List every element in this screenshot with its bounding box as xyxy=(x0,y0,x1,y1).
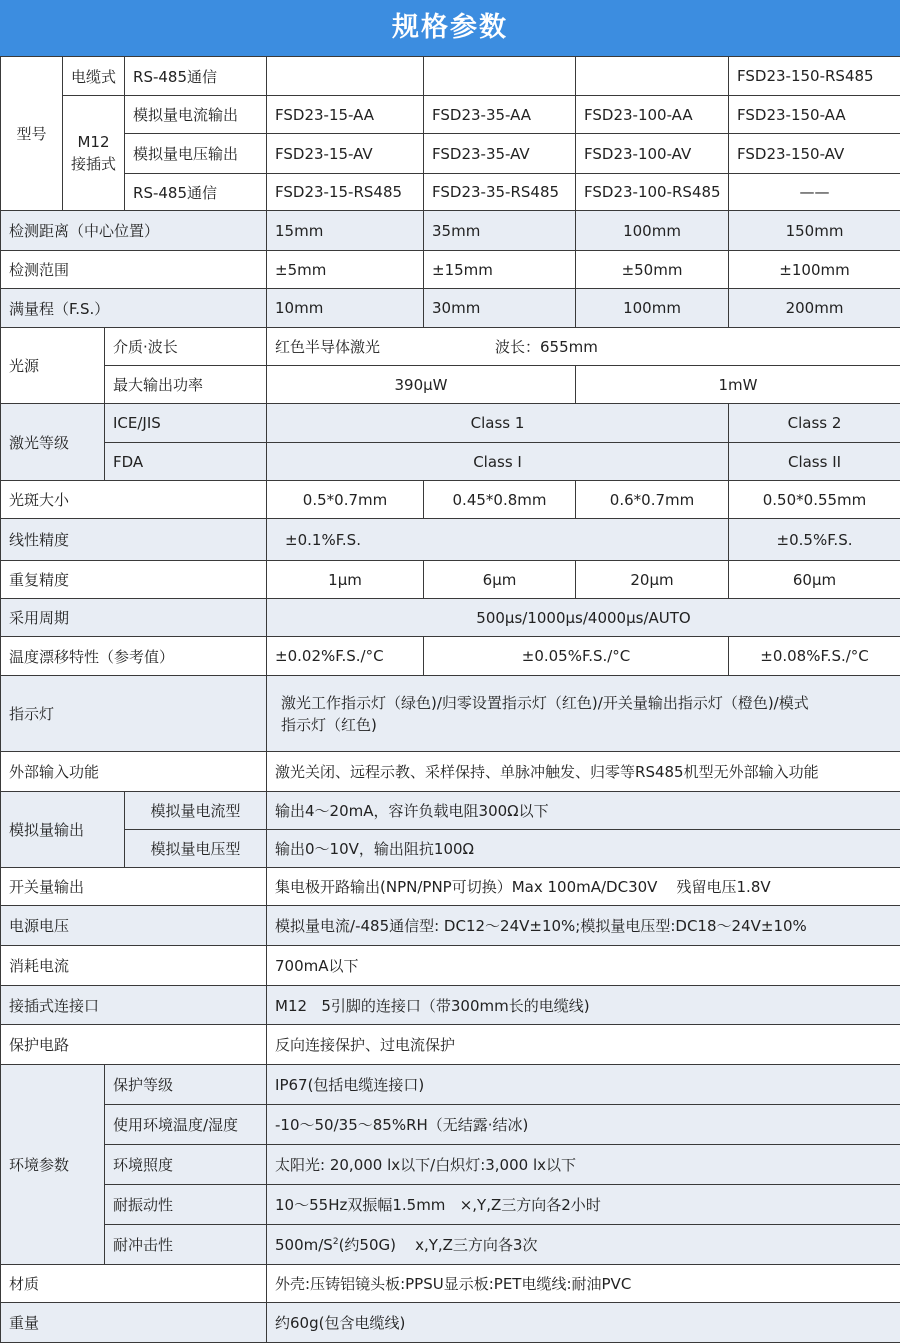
fda-class-value: Class I xyxy=(267,443,729,481)
distance-value: 150mm xyxy=(729,211,900,251)
indicator-label: 指示灯 xyxy=(1,676,267,752)
repeatability-value: 6μm xyxy=(424,561,576,599)
model-cell xyxy=(576,57,729,96)
fullscale-label: 满量程（F.S.） xyxy=(1,289,267,328)
distance-value: 100mm xyxy=(576,211,729,251)
protection-circuit-value: 反向连接保护、过电流保护 xyxy=(267,1025,900,1065)
model-row-name: RS-485通信 xyxy=(125,174,267,211)
environment-row-value: IP67(包括电缆连接口) xyxy=(267,1065,900,1105)
max-power-label: 最大输出功率 xyxy=(105,366,267,404)
spot-size-value: 0.50*0.55mm xyxy=(729,481,900,519)
environment-row-value: 10～55Hz双振幅1.5mm ×,Y,Z三方向各2小时 xyxy=(267,1185,900,1225)
cable-type-label: 电缆式 xyxy=(63,57,125,96)
linearity-label: 线性精度 xyxy=(1,519,267,561)
external-input-label: 外部输入功能 xyxy=(1,752,267,792)
repeatability-value: 20μm xyxy=(576,561,729,599)
medium-label: 介质·波长 xyxy=(105,328,267,366)
laser-class-label: 激光等级 xyxy=(1,404,105,481)
environment-row-value: -10～50/35～85%RH（无结露·结冰) xyxy=(267,1105,900,1145)
environment-row-name: 保护等级 xyxy=(105,1065,267,1105)
indicator-value: 激光工作指示灯（绿色)/归零设置指示灯（红色)/开关量输出指示灯（橙色)/模式指示灯（红色) xyxy=(267,676,900,752)
environment-row-name: 环境照度 xyxy=(105,1145,267,1185)
ice-class-value: Class 1 xyxy=(267,404,729,443)
model-cell: FSD23-150-AA xyxy=(729,96,900,134)
distance-label: 检测距离（中心位置） xyxy=(1,211,267,251)
shock-resistance-label: 耐冲击性 xyxy=(105,1225,267,1265)
temp-drift-value: ±0.05%F.S./°C xyxy=(424,637,729,676)
model-cell: FSD23-35-AA xyxy=(424,96,576,134)
medium-value xyxy=(267,328,900,366)
wavelength: 波长：655mm xyxy=(495,338,598,356)
power-supply-label: 电源电压 xyxy=(1,906,267,946)
model-cell: FSD23-35-RS485 xyxy=(424,174,576,211)
page-title: 规格参数 xyxy=(0,0,900,56)
model-cell: FSD23-100-RS485 xyxy=(576,174,729,211)
range-value: ±100mm xyxy=(729,251,900,289)
temp-drift-value: ±0.02%F.S./°C xyxy=(267,637,424,676)
analog-current-value: 输出4～20mA，容许负载电阻300Ω以下 xyxy=(267,792,900,830)
model-cell: FSD23-35-AV xyxy=(424,134,576,174)
environment-row-name: 使用环境温度/湿度 xyxy=(105,1105,267,1145)
weight-label: 重量 xyxy=(1,1303,267,1343)
range-value: ±15mm xyxy=(424,251,576,289)
linearity-value: ±0.5%F.S. xyxy=(729,519,900,561)
power-value: 1mW xyxy=(576,366,900,404)
repeatability-label: 重复精度 xyxy=(1,561,267,599)
spot-size-value: 0.45*0.8mm xyxy=(424,481,576,519)
m12-type-label: M12 接插式 xyxy=(63,96,125,211)
analog-current-label: 模拟量电流型 xyxy=(125,792,267,830)
model-cell: FSD23-15-RS485 xyxy=(267,174,424,211)
external-input-value: 激光关闭、远程示教、采样保持、单脉冲触发、归零等RS485机型无外部输入功能 xyxy=(267,752,900,792)
material-value: 外壳:压铸铝镜头板:PPSU显示板:PET电缆线:耐油PVC xyxy=(267,1265,900,1303)
power-supply-value: 模拟量电流/-485通信型: DC12～24V±10%;模拟量电压型:DC18～24V±10% xyxy=(267,906,900,946)
temp-drift-label: 温度漂移特性（参考值） xyxy=(1,637,267,676)
model-cell: FSD23-100-AV xyxy=(576,134,729,174)
ice-jis-label: ICE/JIS xyxy=(105,404,267,443)
model-row-name: RS-485通信 xyxy=(125,57,267,96)
spot-size-label: 光斑大小 xyxy=(1,481,267,519)
power-value: 390μW xyxy=(267,366,576,404)
analog-output-label: 模拟量输出 xyxy=(1,792,125,868)
spot-size-value: 0.6*0.7mm xyxy=(576,481,729,519)
spot-size-value: 0.5*0.7mm xyxy=(267,481,424,519)
sampling-value: 500μs/1000μs/4000μs/AUTO xyxy=(267,599,900,637)
model-row-name: 模拟量电压输出 xyxy=(125,134,267,174)
fullscale-value: 100mm xyxy=(576,289,729,328)
model-cell xyxy=(424,57,576,96)
fullscale-value: 200mm xyxy=(729,289,900,328)
model-cell: FSD23-15-AV xyxy=(267,134,424,174)
shock-resistance-value: $500m/S^2$(约50G) x,Y,Z三方向各3次 xyxy=(267,1225,900,1265)
fullscale-value: 10mm xyxy=(267,289,424,328)
ice-class-value: Class 2 xyxy=(729,404,900,443)
laser-type: 红色半导体激光 xyxy=(275,338,381,356)
fda-label: FDA xyxy=(105,443,267,481)
sampling-label: 采用周期 xyxy=(1,599,267,637)
repeatability-value: 1μm xyxy=(267,561,424,599)
switch-output-label: 开关量输出 xyxy=(1,868,267,906)
model-cell: FSD23-15-AA xyxy=(267,96,424,134)
range-value: ±50mm xyxy=(576,251,729,289)
fda-class-value: Class II xyxy=(729,443,900,481)
light-source-label: 光源 xyxy=(1,328,105,404)
weight-value: 约60g(包含电缆线) xyxy=(267,1303,900,1343)
model-cell: FSD23-150-AV xyxy=(729,134,900,174)
model-cell: FSD23-100-AA xyxy=(576,96,729,134)
model-cell: FSD23-150-RS485 xyxy=(729,57,900,96)
spec-table xyxy=(0,56,900,1343)
repeatability-value: 60μm xyxy=(729,561,900,599)
temp-drift-value: ±0.08%F.S./°C xyxy=(729,637,900,676)
model-cell xyxy=(267,57,424,96)
environment-label: 环境参数 xyxy=(1,1065,105,1265)
connector-value: M12 5引脚的连接口（带300mm长的电缆线) xyxy=(267,986,900,1025)
environment-row-value: 太阳光: 20,000 lx以下/白炽灯:3,000 lx以下 xyxy=(267,1145,900,1185)
protection-circuit-label: 保护电路 xyxy=(1,1025,267,1065)
range-label: 检测范围 xyxy=(1,251,267,289)
analog-voltage-label: 模拟量电压型 xyxy=(125,830,267,868)
model-row-name: 模拟量电流输出 xyxy=(125,96,267,134)
distance-value: 15mm xyxy=(267,211,424,251)
switch-output-value: 集电极开路输出(NPN/PNP可切换）Max 100mA/DC30V 残留电压1.8V xyxy=(267,868,900,906)
model-cell: —— xyxy=(729,174,900,211)
model-label: 型号 xyxy=(1,57,63,211)
environment-row-name: 耐振动性 xyxy=(105,1185,267,1225)
material-label: 材质 xyxy=(1,1265,267,1303)
range-value: ±5mm xyxy=(267,251,424,289)
current-consumption-value: 700mA以下 xyxy=(267,946,900,986)
connector-label: 接插式连接口 xyxy=(1,986,267,1025)
analog-voltage-value: 输出0～10V，输出阻抗100Ω xyxy=(267,830,900,868)
distance-value: 35mm xyxy=(424,211,576,251)
linearity-value: ±0.1%F.S. xyxy=(267,519,729,561)
fullscale-value: 30mm xyxy=(424,289,576,328)
current-consumption-label: 消耗电流 xyxy=(1,946,267,986)
